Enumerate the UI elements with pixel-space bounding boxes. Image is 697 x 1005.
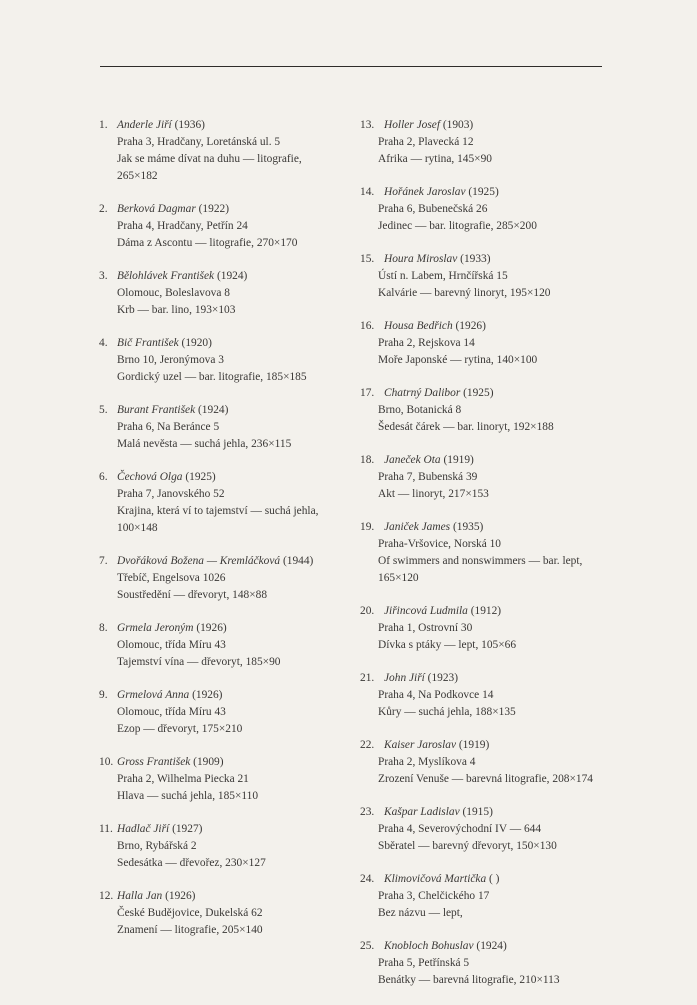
artwork-details: Of swimmers and nonswimmers — bar. lept, 165×120 — [378, 555, 583, 584]
artist-address: Třebíč, Engelsova 1026 — [117, 572, 226, 584]
entry-heading — [99, 888, 327, 905]
artist-address: Praha-Vršovice, Norská 10 — [378, 538, 501, 550]
artwork-details: Kalvárie — barevný linoryt, 195×120 — [378, 287, 551, 299]
birth-year: (1926) — [192, 689, 223, 701]
catalog-entry — [360, 871, 605, 922]
entry-heading — [99, 687, 327, 704]
artist-name: Hořánek Jaroslav — [384, 186, 466, 198]
birth-year: (1925) — [468, 186, 499, 198]
right-column — [360, 117, 605, 1005]
entry-heading — [360, 603, 605, 620]
artist-address: Praha 6, Na Beránce 5 — [117, 421, 220, 433]
artist-address: Praha 4, Na Podkovce 14 — [378, 689, 494, 701]
artist-address: Brno 10, Jeronýmova 3 — [117, 354, 224, 366]
artist-address: Praha 6, Bubenečská 26 — [378, 203, 488, 215]
artist-name: Gross František — [117, 756, 191, 768]
artwork-details: Ezop — dřevoryt, 175×210 — [117, 723, 243, 735]
entry-number: 9. — [99, 689, 108, 701]
catalog-entry — [99, 117, 327, 185]
catalog-entry — [99, 402, 327, 453]
artist-name: Holler Josef — [384, 119, 440, 131]
catalog-entry — [360, 184, 605, 235]
birth-year: (1924) — [476, 940, 507, 952]
birth-year: (1933) — [460, 253, 491, 265]
artwork-details: Dáma z Ascontu — litografie, 270×170 — [117, 237, 298, 249]
artwork-details: Tajemství vína — dřevoryt, 185×90 — [117, 656, 281, 668]
catalog-entry — [360, 519, 605, 587]
catalog-entry — [360, 804, 605, 855]
entry-heading — [99, 117, 327, 134]
artwork-details: Kůry — suchá jehla, 188×135 — [378, 706, 516, 718]
birth-year: (1926) — [165, 890, 196, 902]
entry-number: 14. — [360, 186, 375, 198]
artist-name: Anderle Jiří — [117, 119, 172, 131]
artist-address: Praha 4, Hradčany, Petřín 24 — [117, 220, 248, 232]
catalog-entry — [360, 938, 605, 989]
entry-number: 22. — [360, 739, 375, 751]
birth-year: (1920) — [181, 337, 212, 349]
birth-year: (1926) — [455, 320, 486, 332]
artist-name: Janiček James — [384, 521, 451, 533]
birth-year: (1922) — [198, 203, 230, 215]
birth-year: (1924) — [198, 404, 229, 416]
entry-heading — [360, 452, 605, 469]
entry-heading — [360, 519, 605, 536]
birth-year: ( ) — [489, 873, 500, 885]
catalog-entry — [360, 452, 605, 503]
birth-year: (1927) — [172, 823, 203, 835]
catalog-entry — [360, 385, 605, 436]
birth-year: (1909) — [193, 756, 224, 768]
entry-number: 17. — [360, 387, 375, 399]
entry-heading — [360, 318, 605, 335]
artist-name: Knobloch Bohuslav — [384, 940, 474, 952]
entry-heading — [360, 938, 605, 955]
entry-heading — [99, 335, 327, 352]
entry-number: 5. — [99, 404, 108, 416]
artist-name: Bělohlávek František — [117, 270, 215, 282]
catalog-entry — [360, 318, 605, 369]
catalog-entry — [99, 469, 327, 537]
birth-year: (1903) — [442, 119, 474, 131]
entry-number: 2. — [99, 203, 108, 215]
catalog-entry — [99, 821, 327, 872]
artwork-details: Hlava — suchá jehla, 185×110 — [117, 790, 259, 802]
entry-number: 15. — [360, 253, 375, 265]
artwork-details: Soustředění — dřevoryt, 148×88 — [117, 589, 268, 601]
entry-number: 20. — [360, 605, 375, 617]
artist-name: Bič František — [117, 337, 179, 349]
artwork-details: Akt — linoryt, 217×153 — [378, 488, 489, 500]
artist-address: Praha 1, Ostrovní 30 — [378, 622, 473, 634]
artist-address: Brno, Rybářská 2 — [117, 840, 197, 852]
catalog-entry — [99, 335, 327, 386]
birth-year: (1925) — [463, 387, 494, 399]
artist-name: Grmelová Anna — [117, 689, 190, 701]
entry-number: 24. — [360, 873, 375, 885]
entry-heading — [360, 871, 605, 888]
entry-heading — [99, 268, 327, 285]
catalog-entry — [99, 687, 327, 738]
entry-heading — [360, 670, 605, 687]
top-rule — [100, 66, 602, 67]
birth-year: (1915) — [462, 806, 493, 818]
entry-number: 19. — [360, 521, 375, 533]
artist-name: Burant František — [117, 404, 196, 416]
artist-name: John Jiří — [384, 672, 425, 684]
artwork-details: Znamení — litografie, 205×140 — [117, 924, 263, 936]
birth-year: (1912) — [470, 605, 502, 617]
artist-name: Dvořáková Božena — Kremláčková — [117, 555, 281, 567]
catalog-entry — [99, 268, 327, 319]
artist-name: Kašpar Ladislav — [384, 806, 460, 818]
artist-name: Housa Bedřich — [384, 320, 453, 332]
artwork-details: Malá nevěsta — suchá jehla, 236×115 — [117, 438, 292, 450]
artist-address: Praha 2, Wilhelma Piecka 21 — [117, 773, 249, 785]
artwork-details: Krajina, která ví to tajemství — suchá jehla, 100×148 — [117, 505, 319, 534]
artwork-details: Moře Japonské — rytina, 140×100 — [378, 354, 538, 366]
artist-address: České Budějovice, Dukelská 62 — [117, 907, 263, 919]
entry-number: 7. — [99, 555, 108, 567]
artwork-details: Jak se máme dívat na duhu — litografie, 265×182 — [117, 153, 302, 182]
catalog-entry — [99, 201, 327, 252]
artist-address: Praha 3, Hradčany, Loretánská ul. 5 — [117, 136, 281, 148]
birth-year: (1925) — [185, 471, 216, 483]
entry-number: 12. — [99, 890, 114, 902]
catalog-entry — [360, 670, 605, 721]
birth-year: (1944) — [282, 555, 314, 567]
artwork-details: Jedinec — bar. litografie, 285×200 — [378, 220, 537, 232]
birth-year: (1935) — [452, 521, 484, 533]
catalog-entry — [360, 737, 605, 788]
entry-number: 23. — [360, 806, 375, 818]
entry-heading — [99, 754, 327, 771]
catalog-entry — [360, 117, 605, 168]
artist-address: Praha 7, Bubenská 39 — [378, 471, 478, 483]
entry-number: 21. — [360, 672, 375, 684]
birth-year: (1919) — [458, 739, 490, 751]
entry-heading — [360, 117, 605, 134]
birth-year: (1919) — [443, 454, 474, 466]
entry-heading — [99, 201, 327, 218]
entry-heading — [99, 821, 327, 838]
artist-name: Grmela Jeroným — [117, 622, 194, 634]
artist-address: Olomouc, třída Míru 43 — [117, 639, 226, 651]
catalog-entry — [99, 754, 327, 805]
entry-number: 3. — [99, 270, 108, 282]
artist-name: Chatrný Dalibor — [384, 387, 461, 399]
catalog-entry — [99, 620, 327, 671]
artist-address: Praha 3, Chelčického 17 — [378, 890, 490, 902]
birth-year: (1924) — [216, 270, 248, 282]
entry-number: 18. — [360, 454, 375, 466]
entry-number: 8. — [99, 622, 108, 634]
artist-name: Janeček Ota — [384, 454, 441, 466]
entry-number: 1. — [99, 119, 108, 131]
artist-name: Hadlač Jiří — [117, 823, 170, 835]
catalog-entry — [99, 888, 327, 939]
artist-address: Olomouc, Boleslavova 8 — [117, 287, 230, 299]
entry-heading — [360, 251, 605, 268]
artwork-details: Bez názvu — lept, — [378, 907, 463, 919]
artwork-details: Gordický uzel — bar. litografie, 185×185 — [117, 371, 307, 383]
artwork-details: Dívka s ptáky — lept, 105×66 — [378, 639, 517, 651]
catalog-entry — [360, 603, 605, 654]
artwork-details: Sedesátka — dřevořez, 230×127 — [117, 857, 266, 869]
artwork-details: Sběratel — barevný dřevoryt, 150×130 — [378, 840, 557, 852]
entry-heading — [99, 469, 327, 486]
entry-number: 10. — [99, 756, 114, 768]
artist-address: Praha 5, Petřínská 5 — [378, 957, 470, 969]
artist-name: Houra Miroslav — [384, 253, 458, 265]
artist-name: Berková Dagmar — [117, 203, 196, 215]
artist-address: Praha 2, Rejskova 14 — [378, 337, 475, 349]
artist-address: Olomouc, třída Míru 43 — [117, 706, 226, 718]
entry-number: 16. — [360, 320, 375, 332]
entry-heading — [99, 402, 327, 419]
birth-year: (1923) — [427, 672, 459, 684]
entry-number: 4. — [99, 337, 108, 349]
entry-heading — [99, 620, 327, 637]
artist-address: Praha 2, Myslíkova 4 — [378, 756, 476, 768]
artist-name: Kaiser Jaroslav — [384, 739, 457, 751]
artist-name: Čechová Olga — [117, 471, 183, 483]
catalog-entry — [99, 553, 327, 604]
artwork-details: Šedesát čárek — bar. linoryt, 192×188 — [378, 421, 554, 433]
artist-name: Jiřincová Ludmila — [384, 605, 468, 617]
artist-address: Praha 7, Janovského 52 — [117, 488, 225, 500]
catalog-entry — [360, 251, 605, 302]
artist-name: Klimovičová Martička — [384, 873, 487, 885]
artist-address: Brno, Botanická 8 — [378, 404, 462, 416]
entry-number: 11. — [99, 823, 113, 835]
entry-heading — [360, 385, 605, 402]
artist-address: Praha 2, Plavecká 12 — [378, 136, 474, 148]
birth-year: (1926) — [196, 622, 227, 634]
artwork-details: Zrození Venuše — barevná litografie, 208×174 — [378, 773, 593, 785]
artist-name: Halla Jan — [117, 890, 163, 902]
left-column — [99, 117, 327, 955]
entry-heading — [99, 553, 327, 570]
artwork-details: Krb — bar. lino, 193×103 — [117, 304, 236, 316]
entry-heading — [360, 184, 605, 201]
entry-number: 13. — [360, 119, 375, 131]
birth-year: (1936) — [174, 119, 205, 131]
artwork-details: Benátky — barevná litografie, 210×113 — [378, 974, 560, 986]
entry-heading — [360, 804, 605, 821]
artwork-details: Afrika — rytina, 145×90 — [378, 153, 492, 165]
entry-heading — [360, 737, 605, 754]
entry-number: 6. — [99, 471, 108, 483]
artist-address: Ústí n. Labem, Hrnčířská 15 — [378, 270, 508, 282]
artist-address: Praha 4, Severovýchodní IV — 644 — [378, 823, 542, 835]
entry-number: 25. — [360, 940, 375, 952]
